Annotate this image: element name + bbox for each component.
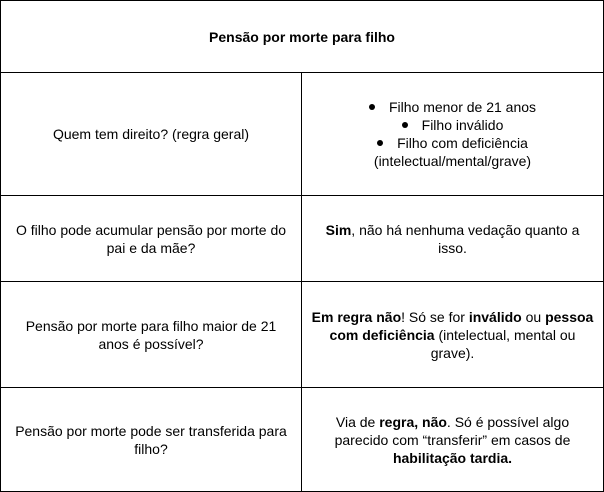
bullet-icon bbox=[377, 140, 383, 146]
question-cell: Pensão por morte pode ser transferida para filho? bbox=[1, 388, 302, 491]
question-cell: Quem tem direito? (regra geral) bbox=[1, 73, 302, 195]
list-item: Filho com deficiência (intelectual/mental/grave) bbox=[373, 135, 532, 169]
answer-cell: Sim, não há nenhuma vedação quanto a isso. bbox=[325, 221, 580, 256]
table-row bbox=[1, 281, 603, 387]
list-item: Filho inválido bbox=[369, 116, 536, 134]
answer-cell: Em regra não! Só se for inválido ou pessoa com deficiência (intelectual, mental ou grave). bbox=[311, 308, 594, 361]
table-row bbox=[1, 387, 603, 491]
answer-cell bbox=[302, 73, 603, 195]
table-row bbox=[1, 72, 603, 195]
table-header-row bbox=[1, 1, 603, 72]
table-title: Pensão por morte para filho bbox=[209, 28, 395, 45]
eligibility-list bbox=[369, 98, 536, 170]
bullet-icon bbox=[402, 122, 408, 128]
list-item: Filho menor de 21 anos bbox=[369, 98, 536, 116]
table-row bbox=[1, 195, 603, 281]
question-cell: O filho pode acumular pensão por morte do pai e da mãe? bbox=[1, 196, 302, 281]
answer-cell: Via de regra, não. Só é possível algo parecido com “transferir” em casos de habilitação tardia. bbox=[334, 413, 571, 466]
bullet-icon bbox=[369, 104, 375, 110]
question-cell: Pensão por morte para filho maior de 21 anos é possível? bbox=[1, 282, 302, 387]
